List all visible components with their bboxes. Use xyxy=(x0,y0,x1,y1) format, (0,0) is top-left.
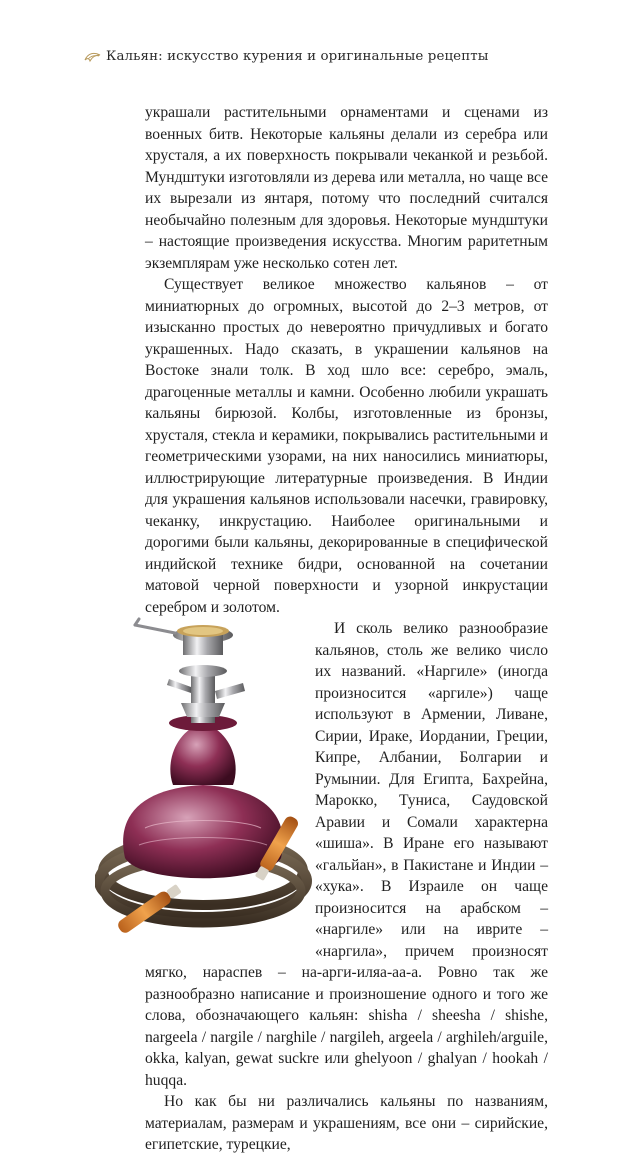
paragraph-1: украшали растительными орнаментами и сценами из военных битв. Некоторые кальяны делали из серебра или хрусталя, а их поверхность покрывали чеканкой и резьбой. Мундштуки изготовляли из дерева или металла, но чаще все их вырезали из янтаря, потому что последний считался необычайно полезным для здоровья. Некоторые мундштуки – настоящие произведения искусства. Многим раритетным экземплярам уже несколько сотен лет. xyxy=(145,104,548,272)
paragraph-4: Но как бы ни различались кальяны по названиям, материалам, размерам и украшениям, все они – сирийские, египетские, турецкие, xyxy=(145,1093,548,1153)
hookah-photo xyxy=(95,613,320,958)
running-header xyxy=(84,49,489,64)
header-title: Кальян: искусство курения и оригинальные рецепты xyxy=(106,49,489,64)
paragraph-2: Существует великое множество кальянов – от миниатюрных до огромных, высотой до 2–3 метров, от изысканно простых до невероятно причудливых и богато украшенных. Надо сказать, в украшении кальянов на Востоке знали толк. В ход шло все: серебро, эмаль, драгоценные металлы и камни. Особенно любили украшать кальяны бирюзой. Колбы, изготовленные из бронзы, хрусталя, стекла и керамики, покрывались растительными и геометрическими узорами, на них наносились миниатюры, иллюстрирующие литературные произведения. В Индии для украшения кальянов использовали насечки, гравировку, чеканку, инкрустацию. Наиболее оригинальными и дорогими были кальяны, декорированные в специфической индийской технике бидри, основанной на сочетании матовой черной поверхности и узорной инкрустации серебром и золотом. xyxy=(145,276,548,616)
paragraph-3: И сколь велико разнообразие кальянов, столь же велико число их названий. «Наргиле» (иногда произносится «аргиле») чаще используют в Армении, Ливане, Сирии, Ираке, Иордании, Греции, Кипре, Албании, Болгарии и Румынии. Для Египта, Бахрейна, Марокко, Туниса, Саудовской Аравии и Сомали характерна «шиша». В Иране его называют «гальйан», в Пакистане и Индии – «хука». В Израиле он чаще произносится на арабском – «наргиле» или на иврите – «наргила», причем произносят мягко, нараспев – на-арги-иляа-аа-а. Ровно так же разнообразно написание и произношение одного и того же слова, обозначающего кальян: shisha / sheesha / shishe, nargeela / nargile / narghile / nargileh, argeela / arghileh/arguile, okka, kalyan, gewat suckre или ghelyoon / ghalyan / hookah / huqqa. xyxy=(145,620,548,1089)
leaf-swirl-icon xyxy=(84,50,102,64)
